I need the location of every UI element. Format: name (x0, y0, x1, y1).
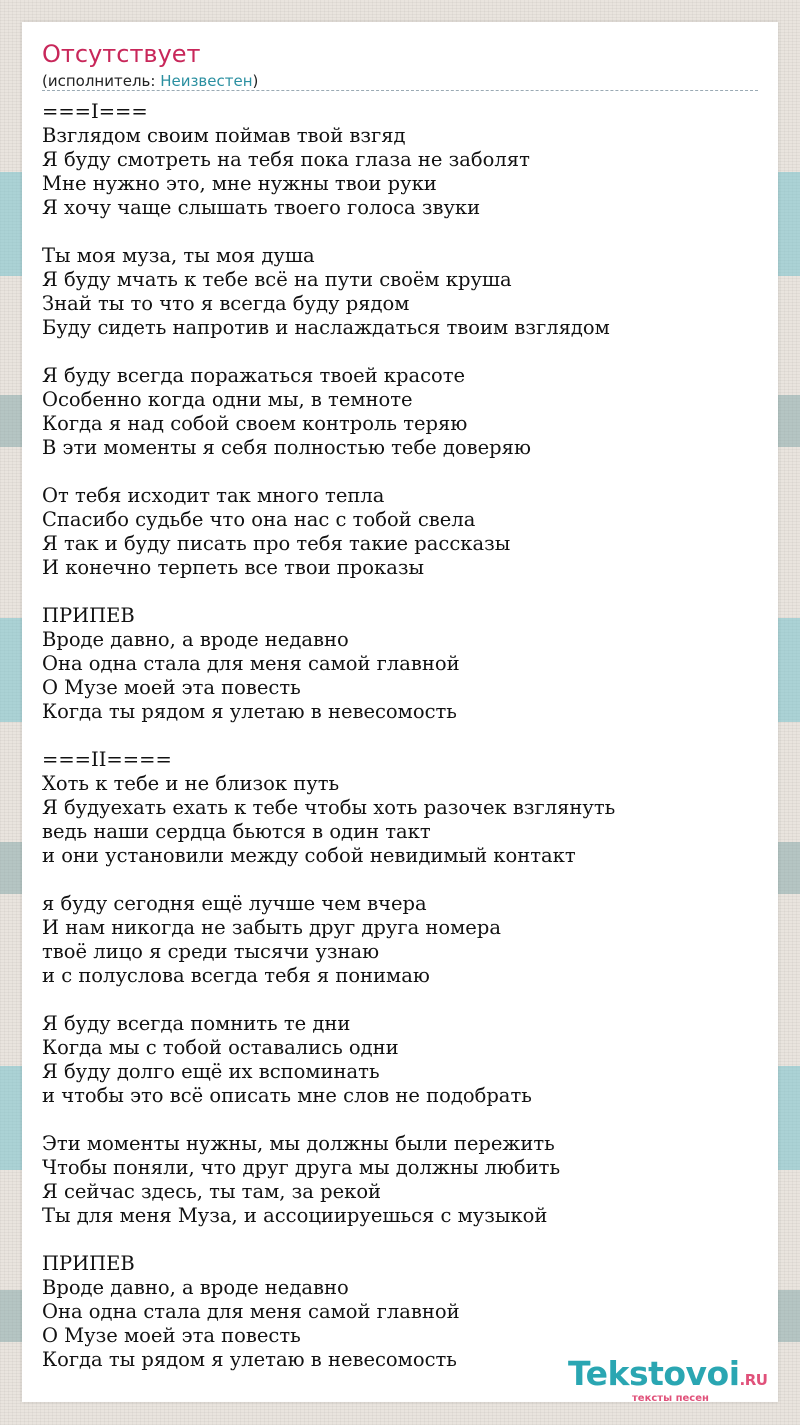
lyric-line (42, 340, 615, 364)
song-title: Отсутствует (42, 40, 201, 68)
lyric-line: Когда мы с тобой оставались одни (42, 1036, 399, 1059)
lyric-line (42, 868, 615, 892)
lyric-line (42, 988, 615, 1012)
lyric-line: я буду сегодня ещё лучше чем вчера (42, 892, 427, 915)
lyric-line: ведь наши сердца бьются в один такт (42, 820, 431, 843)
lyric-line: Знай ты то что я всегда буду рядом (42, 292, 410, 315)
lyric-line: Особенно когда одни мы, в темноте (42, 388, 413, 411)
lyric-line: Когда ты рядом я улетаю в невесомость (42, 1348, 457, 1371)
lyric-line: Я буду долго ещё их вспоминать (42, 1060, 380, 1083)
lyric-line: Она одна стала для меня самой главной (42, 652, 460, 675)
lyric-line: Я буду всегда помнить те дни (42, 1012, 351, 1035)
lyric-line: Вроде давно, а вроде недавно (42, 1276, 349, 1299)
lyric-line: твоё лицо я среди тысячи узнаю (42, 940, 380, 963)
lyric-line: и чтобы это всё описать мне слов не подобрать (42, 1084, 532, 1107)
lyric-line: и они установили между собой невидимый контакт (42, 844, 576, 867)
lyric-line: Когда ты рядом я улетаю в невесомость (42, 700, 457, 723)
lyric-line: Ты моя муза, ты моя душа (42, 244, 315, 267)
lyric-line: Я сейчас здесь, ты там, за рекой (42, 1180, 382, 1203)
lyric-line: И нам никогда не забыть друг друга номера (42, 916, 501, 939)
lyric-line: Взглядом своим поймав твой взгяд (42, 124, 406, 147)
lyrics-card (22, 22, 778, 1402)
lyric-line: ПРИПЕВ (42, 604, 135, 627)
lyric-line: Я так и буду писать про тебя такие рассказы (42, 532, 511, 555)
lyric-line: И конечно терпеть все твои проказы (42, 556, 424, 579)
site-logo[interactable] (568, 1354, 778, 1404)
lyric-line: Эти моменты нужны, мы должны были пережить (42, 1132, 555, 1155)
lyric-line: Хоть к тебе и не близок путь (42, 772, 340, 795)
lyric-line: От тебя исходит так много тепла (42, 484, 385, 507)
lyric-line: ===II==== (42, 748, 172, 771)
lyric-line: Когда я над собой своем контроль теряю (42, 412, 468, 435)
lyric-line: ПРИПЕВ (42, 1252, 135, 1275)
lyrics-text (42, 100, 615, 1372)
logo-tagline: тексты песен (632, 1393, 709, 1404)
artist-link[interactable]: Неизвестен (160, 72, 253, 90)
lyric-line: и с полуслова всегда тебя я понимаю (42, 964, 430, 987)
lyric-line: Я буду смотреть на тебя пока глаза не заболят (42, 148, 530, 171)
lyric-line (42, 220, 615, 244)
logo-name: Tekstovoi (568, 1354, 740, 1393)
lyric-line: Чтобы поняли, что друг друга мы должны любить (42, 1156, 561, 1179)
title-divider (42, 90, 758, 91)
lyric-line: Ты для меня Муза, и ассоциируешься с музыкой (42, 1204, 548, 1227)
lyric-line: Я будуехать ехать к тебе чтобы хоть разочек взглянуть (42, 796, 616, 819)
lyric-line: В эти моменты я себя полностью тебе доверяю (42, 436, 531, 459)
lyric-line (42, 724, 615, 748)
lyric-line: Я буду всегда поражаться твоей красоте (42, 364, 466, 387)
lyric-line: Мне нужно это, мне нужны твои руки (42, 172, 437, 195)
artist-prefix: (исполнитель: (42, 72, 161, 90)
lyric-line: Вроде давно, а вроде недавно (42, 628, 349, 651)
logo-tld: .RU (739, 1371, 768, 1389)
artist-suffix: ) (252, 72, 259, 90)
lyric-line (42, 580, 615, 604)
lyric-line: Спасибо судьбе что она нас с тобой свела (42, 508, 476, 531)
logo-wordmark (568, 1354, 767, 1393)
lyric-line: ===I=== (42, 100, 148, 123)
artist-line (42, 72, 258, 90)
lyric-line: Она одна стала для меня самой главной (42, 1300, 460, 1323)
lyric-line (42, 1228, 615, 1252)
lyric-line (42, 1108, 615, 1132)
lyric-line: Буду сидеть напротив и наслаждаться твоим взглядом (42, 316, 610, 339)
lyric-line: О Музе моей эта повесть (42, 1324, 301, 1347)
lyric-line (42, 460, 615, 484)
lyric-line: Я хочу чаще слышать твоего голоса звуки (42, 196, 481, 219)
lyric-line: Я буду мчать к тебе всё на пути своём круша (42, 268, 512, 291)
lyric-line: О Музе моей эта повесть (42, 676, 301, 699)
